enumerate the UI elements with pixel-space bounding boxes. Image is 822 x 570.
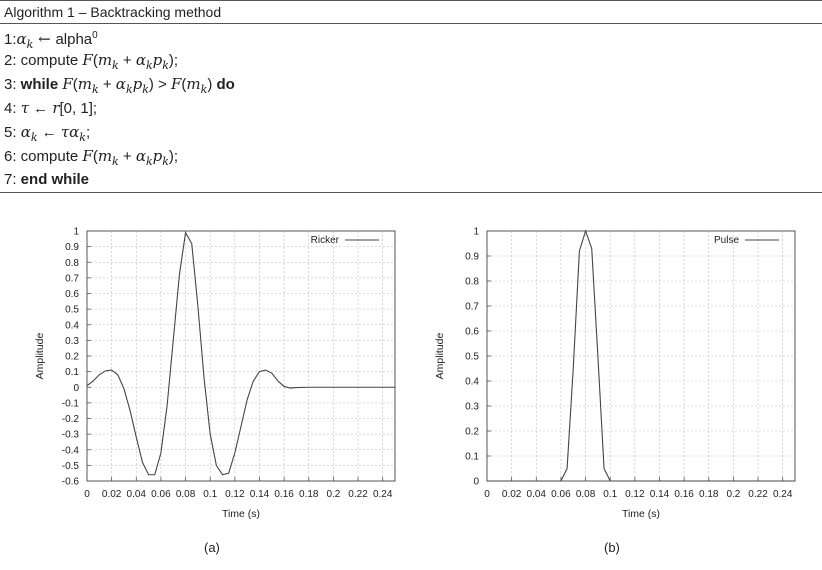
chart-b-ytick-label: 0.7 (465, 301, 479, 313)
chart-b-xtick-label: 0.1 (603, 489, 618, 500)
chart-b-xtick-label: 0.14 (649, 489, 670, 500)
algorithm-token: + (118, 148, 136, 165)
chart-b-ytick-label: 0.5 (465, 351, 479, 363)
chart-b-ytick-label: 0.9 (465, 251, 479, 263)
algorithm-token: τ (20, 99, 29, 117)
chart-a-ytick-label: -0.4 (61, 445, 79, 457)
chart-b-ytick-label: 0.2 (465, 426, 479, 438)
algorithm-token: k (200, 83, 208, 96)
algorithm-token: ) (207, 76, 217, 93)
algorithm-token: r (52, 99, 60, 117)
algorithm-token: k (26, 38, 34, 51)
algorithm-token: F (82, 51, 93, 69)
chart-a-xtick-label: 0.14 (249, 489, 270, 500)
chart-b-ytick-label: 1 (473, 226, 479, 238)
algorithm-block (0, 0, 822, 193)
algorithm-token: m (97, 51, 113, 69)
chart-b-xtick-label: 0.04 (526, 489, 547, 500)
chart-b-xtick-label: 0.24 (772, 489, 793, 500)
chart-a-xtick-label: 0.18 (299, 489, 319, 500)
chart-a-xtick-label: 0.04 (126, 489, 147, 500)
algorithm-token: compute (16, 52, 83, 69)
algorithm-line (0, 48, 822, 72)
algorithm-line-number: 7: (4, 171, 17, 188)
algorithm-token: F (62, 75, 73, 93)
algorithm-token: ); (168, 52, 179, 69)
chart-b-xtick-label: 0.12 (625, 489, 645, 500)
chart-a-xtick-label: 0.06 (151, 489, 171, 500)
algorithm-token: ( (181, 76, 187, 93)
algorithm-token: α (16, 30, 27, 48)
caption-b: (b) (604, 540, 620, 555)
chart-b-ytick-label: 0.4 (465, 376, 479, 388)
algorithm-token: k (162, 59, 169, 72)
algorithm-token: τα (60, 123, 80, 141)
algorithm-token: ( (72, 76, 78, 93)
chart-a (30, 215, 402, 525)
algorithm-line (0, 168, 822, 193)
algorithm-token: k (112, 155, 119, 168)
chart-b-ytick-label: 0.3 (465, 401, 479, 413)
algorithm-token: k (30, 131, 38, 144)
algorithm-token: k (162, 155, 169, 168)
algorithm-lines (0, 24, 822, 193)
chart-b-xaxis-label: Time (s) (621, 508, 661, 520)
chart-a-xtick-label: 0.16 (274, 489, 294, 500)
chart-b-xtick-label: 0.02 (501, 489, 522, 500)
algorithm-token: ( (92, 52, 98, 69)
chart-a-xtick-label: 0.2 (326, 489, 341, 500)
chart-a-yaxis-label: Amplitude (34, 332, 46, 380)
chart-b-yaxis-label: Amplitude (434, 332, 446, 380)
algorithm-token: α (135, 147, 146, 165)
chart-b-xtick-label: 0.18 (699, 489, 719, 500)
chart-b-xtick-label: 0.08 (575, 489, 596, 500)
algorithm-token: ← (33, 30, 56, 48)
algorithm-token: ← (37, 124, 61, 141)
algorithm-keyword: do (216, 76, 235, 93)
chart-a-xaxis-label: Time (s) (221, 508, 261, 520)
algorithm-line-number: 1: (4, 31, 17, 48)
caption-a: (a) (204, 540, 220, 555)
chart-b-xtick-label: 0 (484, 489, 490, 500)
algorithm-token: F (170, 75, 182, 93)
chart-a-ytick-label: 0.2 (65, 351, 79, 363)
chart-a-ytick-label: 0.1 (65, 367, 79, 379)
algorithm-line-number: 5: (4, 124, 17, 141)
algorithm-token: + (98, 76, 116, 93)
algorithm-line-number: 4: (4, 100, 17, 117)
algorithm-token: ) > (148, 76, 171, 93)
algorithm-token: k (145, 59, 153, 72)
chart-a-xtick-label: 0.1 (203, 489, 218, 500)
algorithm-line-number: 3: (4, 76, 17, 93)
chart-a-ytick-label: 0.4 (65, 320, 79, 332)
algorithm-token: k (92, 83, 99, 96)
chart-a-xtick-label: 0.12 (225, 489, 245, 500)
algorithm-token: 0 (92, 30, 98, 41)
chart-a-xtick-label: 0.02 (101, 489, 122, 500)
chart-a-ytick-label: 0.3 (65, 335, 79, 347)
chart-b (430, 215, 802, 525)
chart-b-xtick-label: 0.06 (551, 489, 571, 500)
chart-a-ytick-label: 0.5 (65, 304, 79, 316)
algorithm-token: p (152, 147, 163, 165)
algorithm-token: p (132, 75, 143, 93)
chart-a-ytick-label: 0.7 (65, 273, 79, 285)
algorithm-keyword: while (16, 76, 63, 93)
algorithm-line (0, 96, 822, 120)
chart-a-ytick-label: 1 (73, 226, 79, 238)
chart-b-ytick-label: 0.6 (465, 326, 479, 338)
algorithm-line-number: 6: (4, 148, 17, 165)
algorithm-keyword: end while (16, 171, 90, 188)
chart-a-xtick-label: 0.22 (348, 489, 368, 500)
algorithm-token: ← (29, 100, 53, 117)
chart-b-ytick-label: 0 (473, 476, 479, 488)
algorithm-title: Algorithm 1 – Backtracking method (0, 0, 822, 24)
chart-a-ytick-label: -0.5 (61, 460, 79, 472)
algorithm-line (0, 24, 822, 51)
chart-a-xtick-label: 0.24 (372, 489, 393, 500)
algorithm-token: m (97, 147, 113, 165)
chart-b-xtick-label: 0.2 (726, 489, 741, 500)
chart-a-ytick-label: 0.8 (65, 257, 79, 269)
chart-a-ytick-label: 0 (73, 382, 79, 394)
algorithm-token: k (112, 59, 119, 72)
chart-a-ytick-label: -0.3 (61, 429, 79, 441)
algorithm-token: p (152, 51, 163, 69)
chart-a-xtick-label: 0.08 (175, 489, 196, 500)
chart-a-series-line-ricker (87, 233, 395, 475)
chart-b-ytick-label: 0.8 (465, 276, 479, 288)
chart-a-xtick-label: 0 (84, 489, 90, 500)
algorithm-token: ); (168, 148, 179, 165)
algorithm-token: ; (85, 124, 91, 141)
algorithm-token: m (77, 75, 93, 93)
chart-a-container (30, 215, 402, 530)
algorithm-line (0, 120, 822, 144)
algorithm-token: m (186, 75, 201, 93)
algorithm-token: alpha (55, 31, 93, 48)
algorithm-token: [0, 1]; (59, 100, 98, 117)
algorithm-token: α (115, 75, 126, 93)
chart-b-xtick-label: 0.16 (674, 489, 694, 500)
chart-a-legend-label: Ricker (310, 235, 339, 246)
algorithm-token: k (142, 83, 149, 96)
algorithm-token: k (79, 131, 86, 144)
chart-b-container (430, 215, 802, 530)
algorithm-token: α (20, 123, 31, 141)
algorithm-token: ( (92, 148, 98, 165)
chart-a-ytick-label: 0.9 (65, 242, 79, 254)
algorithm-line-number: 2: (4, 52, 17, 69)
algorithm-token: + (118, 52, 136, 69)
chart-b-legend-label: Pulse (713, 235, 739, 246)
algorithm-token: k (125, 83, 133, 96)
chart-b-xtick-label: 0.22 (748, 489, 768, 500)
algorithm-line (0, 72, 822, 96)
algorithm-token: α (135, 51, 146, 69)
chart-a-ytick-label: -0.6 (61, 476, 79, 488)
algorithm-token: compute (16, 148, 83, 165)
chart-a-ytick-label: -0.1 (61, 398, 79, 410)
chart-a-ytick-label: -0.2 (61, 414, 79, 425)
algorithm-line (0, 144, 822, 168)
algorithm-token: F (82, 147, 93, 165)
chart-b-ytick-label: 0.1 (465, 451, 479, 463)
chart-a-ytick-label: 0.6 (65, 289, 79, 300)
algorithm-token: k (145, 155, 153, 168)
